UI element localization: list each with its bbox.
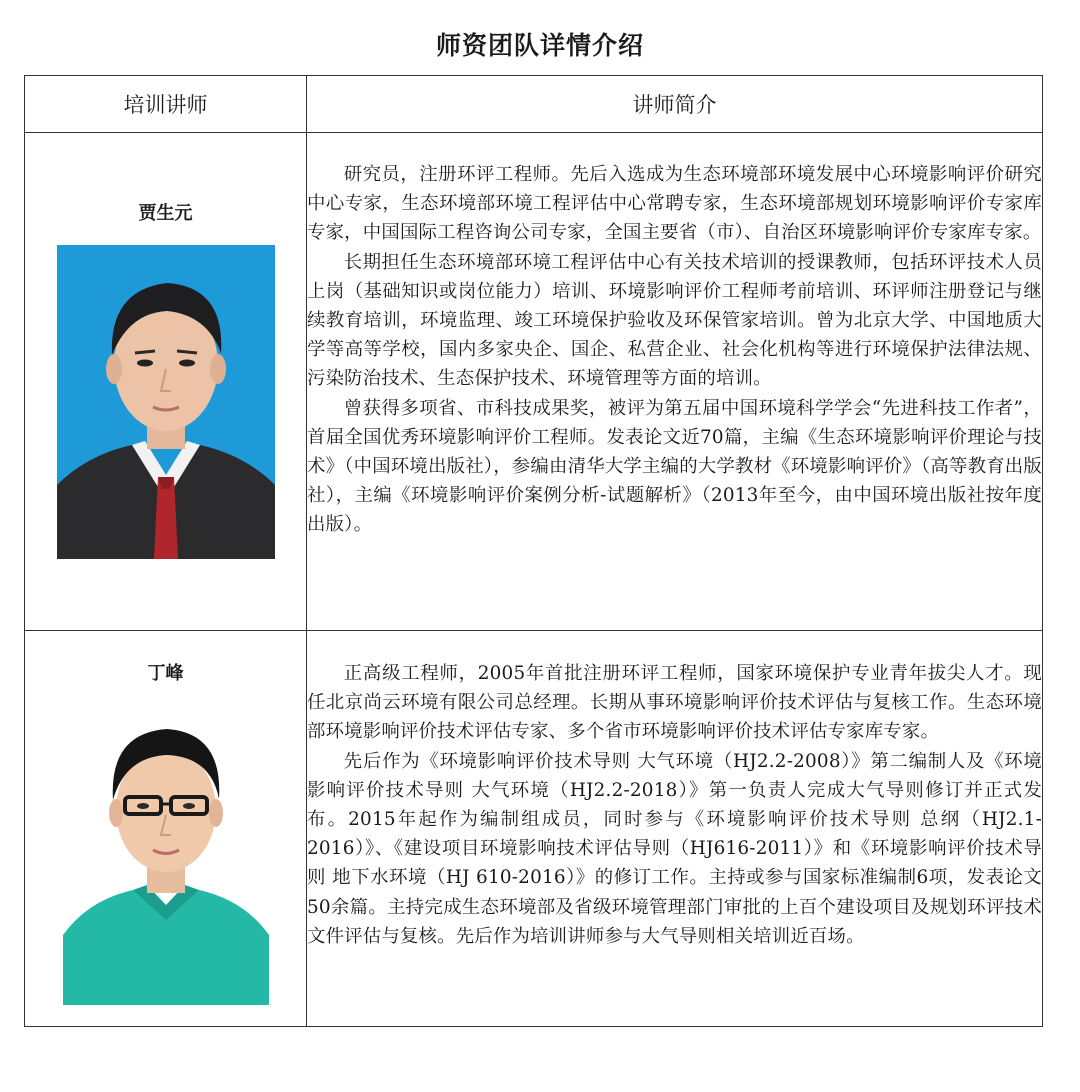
bio-paragraph: 长期担任生态环境部环境工程评估中心有关技术培训的授课教师，包括环评技术人员上岗（基础知识或岗位能力）培训、环境影响评价工程师考前培训、环评师注册登记与继续教育培训，环境监理、竣工环境保护验收及环保管家培训。曾为北京大学、中国地质大学等高等学校，国内多家央企、国企、私营企业、社会化机构等进行环境保护法律法规、污染防治技术、生态保护技术、环境管理等方面的培训。 — [307, 251, 1042, 390]
header-intro: 讲师简介 — [307, 76, 1043, 133]
instructor-portrait — [63, 705, 269, 1005]
instructor-cell — [25, 133, 307, 631]
bio-paragraph: 研究员，注册环评工程师。先后入选成为生态环境部环境发展中心环境影响评价研究中心专家，生态环境部环境工程评估中心常聘专家，生态环境部规划环境影响评价专家库专家，中国国际工程咨询公司专家，全国主要省（市）、自治区环境影响评价专家库专家。 — [307, 164, 1042, 244]
bio-paragraph: 先后作为《环境影响评价技术导则 大气环境（HJ2.2-2008）》第二编制人及《环境影响评价技术导则 大气环境（HJ2.2-2018）》第一负责人完成大气导则修订并正式发布。2015年起作为编制组成员，同时参与《环境影响评价技术导则 总纲（HJ2.1-2016）》、《建设项目环境影响技术评估导则（HJ616-2011）》和《环境影响评价技术导则 地下水环境（HJ 610-2016）》的修订工作。主持或参与国家标准编制6项，发表论文50余篇。主持完成生态环境部及省级环境管理部门审批的上百个建设项目及规划环评技术文件评估与复核。先后作为培训讲师参与大气导则相关培训近百场。 — [307, 750, 1042, 947]
instructor-name: 丁峰 — [147, 663, 184, 684]
bio-paragraph: 正高级工程师，2005年首批注册环评工程师，国家环境保护专业青年拔尖人才。现任北京尚云环境有限公司总经理。长期从事环境影响评价技术评估与复核工作。生态环境部环境影响评价技术评估专家、多个省市环境影响评价技术评估专家库专家。 — [307, 663, 1042, 743]
table-header-row — [25, 76, 1043, 133]
table-row — [25, 631, 1043, 1027]
header-instructor: 培训讲师 — [25, 76, 307, 133]
table-row — [25, 133, 1043, 631]
bio-cell — [307, 133, 1043, 631]
bio-text — [307, 659, 1042, 951]
instructor-cell — [25, 631, 307, 1027]
instructor-portrait — [57, 245, 275, 559]
bio-text — [307, 160, 1042, 540]
instructor-table — [24, 75, 1043, 1027]
instructor-name: 贾生元 — [138, 203, 193, 224]
bio-paragraph: 曾获得多项省、市科技成果奖，被评为第五届中国环境科学学会“先进科技工作者”，首届全国优秀环境影响评价工程师。发表论文近70篇，主编《生态环境影响评价理论与技术》（中国环境出版社），参编由清华大学主编的大学教材《环境影响评价》（高等教育出版社），主编《环境影响评价案例分析-试题解析》（2013年至今，由中国环境出版社按年度出版）。 — [307, 397, 1042, 536]
page-title: 师资团队详情介绍 — [435, 31, 644, 60]
bio-cell — [307, 631, 1043, 1027]
